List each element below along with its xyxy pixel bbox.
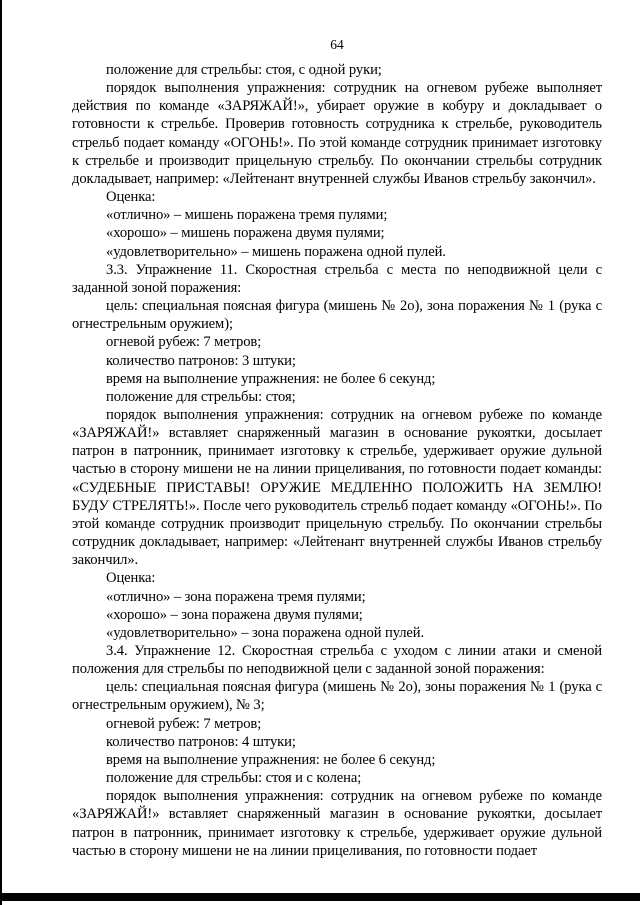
paragraph: цель: специальная поясная фигура (мишень № 2о), зоны поражения № 1 (рука с огнестрельным оружием), № 3; [72, 679, 602, 714]
scan-left-edge [0, 0, 2, 905]
paragraph: огневой рубеж: 7 метров; [106, 715, 262, 732]
paragraph: огневой рубеж: 7 метров; [106, 334, 262, 351]
paragraph: количество патронов: 3 штуки; [106, 352, 296, 369]
paragraph: время на выполнение упражнения: не более 6 секунд; [106, 370, 436, 387]
paragraph: порядок выполнения упражнения: сотрудник на огневом рубеже по команде «ЗАРЯЖАЙ!» вставляет снаряженный магазин в основание рукоятки, досылает патрон в патронник, принимает изготовку к стрельбе, удерживает оружие дульной частью в сторону мишени не на линии прицеливания, по готовности подает команды: «СУДЕБНЫЕ ПРИСТАВЫ! ОРУЖИЕ МЕДЛЕННО ПОЛОЖИТЬ НА ЗЕМЛЮ! БУДУ СТРЕЛЯТЬ!». После чего руководитель стрельб подает команду «ОГОНЬ!». По этой команде сотрудник производит прицельную стрельбу. По окончании стрельбы сотрудник докладывает, например: «Лейтенант внутренней службы Иванов стрельбу закончил». [72, 406, 602, 569]
paragraph: Оценка: [106, 189, 156, 206]
body-text [72, 61, 602, 860]
scan-bottom-border [0, 893, 640, 901]
paragraph: «удовлетворительно» – зона поражена одной пулей. [106, 624, 425, 641]
paragraph: положение для стрельбы: стоя; [106, 388, 296, 405]
paragraph: «удовлетворительно» – мишень поражена одной пулей. [106, 243, 446, 260]
paragraph: время на выполнение упражнения: не более 6 секунд; [106, 751, 436, 768]
paragraph: «отлично» – зона поражена тремя пулями; [106, 588, 366, 605]
paragraph: количество патронов: 4 штуки; [106, 733, 296, 750]
paragraph: «хорошо» – мишень поражена двумя пулями; [106, 225, 385, 242]
paragraph: положение для стрельбы: стоя, с одной руки; [106, 62, 382, 78]
paragraph: «хорошо» – зона поражена двумя пулями; [106, 606, 363, 623]
paragraph: «отлично» – мишень поражена тремя пулями; [106, 207, 388, 224]
paragraph: цель: специальная поясная фигура (мишень № 2о), зона поражения № 1 (рука с огнестрельным оружием); [72, 298, 602, 333]
paragraph: Оценка: [106, 570, 156, 587]
paragraph: 3.3. Упражнение 11. Скоростная стрельба с места по неподвижной цели с заданной зоной поражения: [72, 261, 602, 296]
paragraph: порядок выполнения упражнения: сотрудник на огневом рубеже выполняет действия по команде «ЗАРЯЖАЙ!», убирает оружие в кобуру и докладывает о готовности к стрельбе. Проверив готовность сотрудника к стрельбе, руководитель стрельб подает команду «ОГОНЬ!». По этой команде сотрудник принимает изготовку к стрельбе и производит прицельную стрельбу. По окончании стрельбы сотрудник докладывает, например: «Лейтенант внутренней службы Иванов стрельбу закончил». [72, 80, 602, 187]
paragraph: порядок выполнения упражнения: сотрудник на огневом рубеже по команде «ЗАРЯЖАЙ!» вставляет снаряженный магазин в основание рукоятки, досылает патрон в патронник, принимает изготовку к стрельбе, удерживает оружие дульной частью в сторону мишени не на линии прицеливания, по готовности подает [72, 788, 602, 859]
page-number: 64 [330, 37, 344, 52]
document-page [72, 0, 602, 905]
paragraph: 3.4. Упражнение 12. Скоростная стрельба с уходом с линии атаки и сменой положения для стрельбы по неподвижной цели с заданной зоной поражения: [72, 643, 602, 678]
paragraph: положение для стрельбы: стоя и с колена; [106, 770, 362, 787]
